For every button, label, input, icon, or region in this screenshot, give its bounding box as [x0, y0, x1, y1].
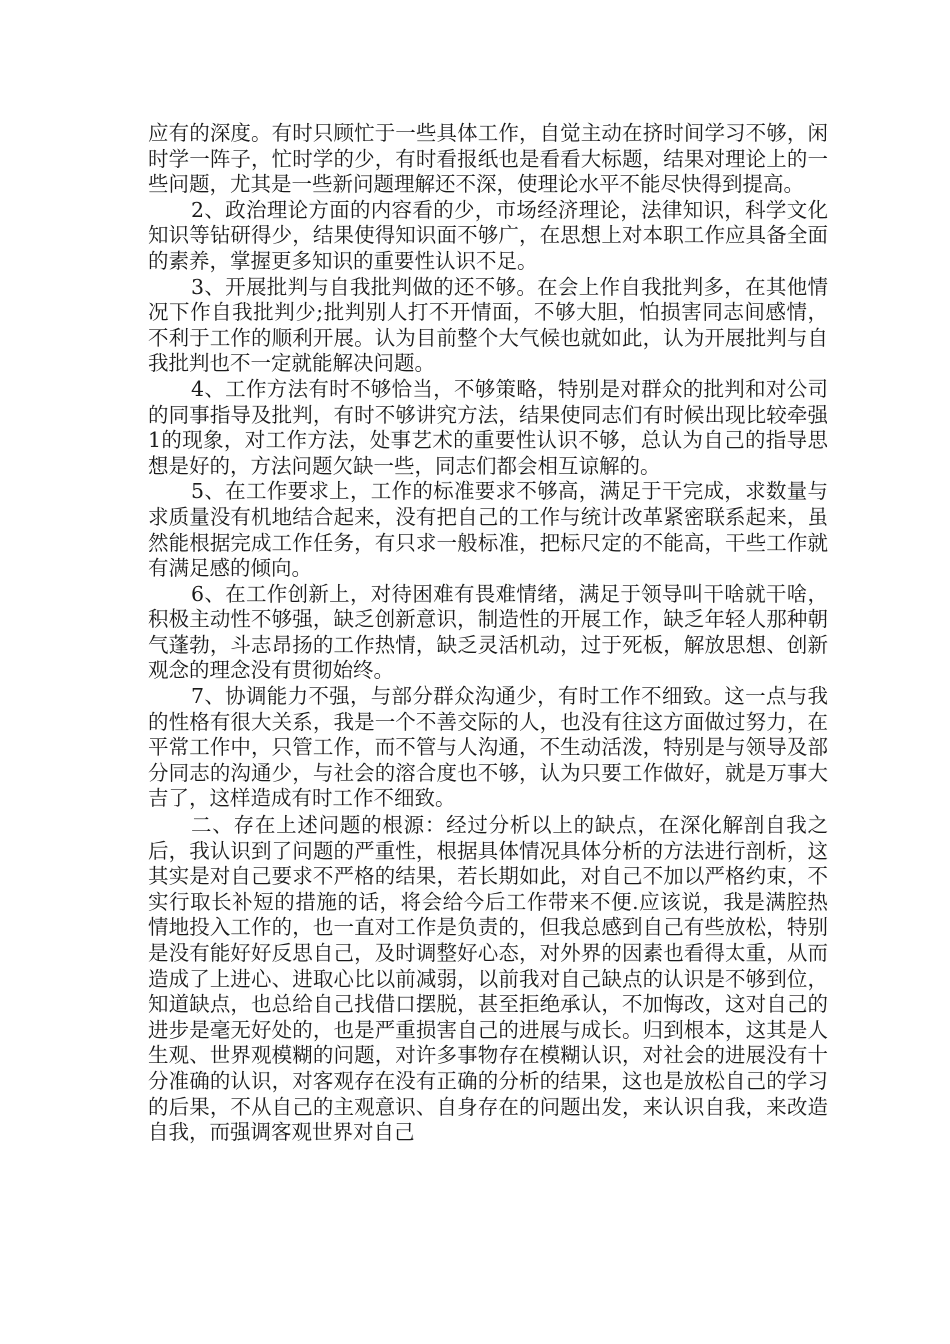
paragraph-item-4: 4、工作方法有时不够恰当，不够策略，特别是对群众的批判和对公司的同事指导及批判，有时不够讲究方法，结果使同志们有时候出现比较牵强1的现象，对工作方法，处事艺术的重要性认识不够，总认为自己的指导思想是好的，方法问题欠缺一些，同志们都会相互谅解的。	[148, 376, 828, 478]
paragraph-item-2: 2、政治理论方面的内容看的少，市场经济理论，法律知识，科学文化知识等钻研得少，结果使得知识面不够广，在思想上对本职工作应具备全面的素养，掌握更多知识的重要性认识不足。	[148, 197, 828, 273]
paragraph-item-7: 7、协调能力不强，与部分群众沟通少，有时工作不细致。这一点与我的性格有很大关系，我是一个不善交际的人，也没有往这方面做过努力，在平常工作中，只管工作，而不管与人沟通，不生动活泼，特别是与领导及部分同志的沟通少，与社会的溶合度也不够，认为只要工作做好，就是万事大吉了，这样造成有时工作不细致。	[148, 684, 828, 811]
paragraph-item-3: 3、开展批判与自我批判做的还不够。在会上作自我批判多，在其他情况下作自我批判少;批判别人打不开情面，不够大胆，怕损害同志间感情，不利于工作的顺利开展。认为目前整个大气候也就如此，认为开展批判与自我批判也不一定就能解决问题。	[148, 274, 828, 376]
paragraph-item-6: 6、在工作创新上，对待困难有畏难情绪，满足于领导叫干啥就干啥，积极主动性不够强，缺乏创新意识，制造性的开展工作，缺乏年轻人那种朝气蓬勃，斗志昂扬的工作热情，缺乏灵活机动，过于死板，解放思想、创新观念的理念没有贯彻始终。	[148, 581, 828, 683]
paragraph-item-5: 5、在工作要求上，工作的标准要求不够高，满足于干完成，求数量与求质量没有机地结合起来，没有把自己的工作与统计改革紧密联系起来，虽然能根据完成工作任务，有只求一般标准，把标尺定的不能高，干些工作就有满足感的倾向。	[148, 479, 828, 581]
document-body	[148, 121, 828, 1146]
paragraph-study-depth: 应有的深度。有时只顾忙于一些具体工作，自觉主动在挤时间学习不够，闲时学一阵子，忙时学的少，有时看报纸也是看看大标题，结果对理论上的一些问题，尤其是一些新问题理解还不深，使理论水平不能尽快得到提高。	[148, 121, 828, 197]
paragraph-section-two-root-causes: 二、存在上述问题的根源：经过分析以上的缺点，在深化解剖自我之后，我认识到了问题的严重性，根据具体情况具体分析的方法进行剖析，这其实是对自己要求不严格的结果，若长期如此，对自己不加以严格约束，不实行取长补短的措施的话，将会给今后工作带来不便.应该说，我是满腔热情地投入工作的，也一直对工作是负责的，但我总感到自己有些放松，特别是没有能好好反思自己，及时调整好心态，对外界的因素也看得太重，从而造成了上进心、进取心比以前减弱，以前我对自己缺点的认识是不够到位，知道缺点，也总给自己找借口摆脱，甚至拒绝承认，不加悔改，这对自己的进步是毫无好处的，也是严重损害自己的进展与成长。归到根本，这其是人生观、世界观模糊的问题，对许多事物存在模糊认识，对社会的进展没有十分准确的认识，对客观存在没有正确的分析的结果，这也是放松自己的学习的后果，不从自己的主观意识、自身存在的问题出发，来认识自我，来改造自我，而强调客观世界对自己	[148, 813, 828, 1145]
